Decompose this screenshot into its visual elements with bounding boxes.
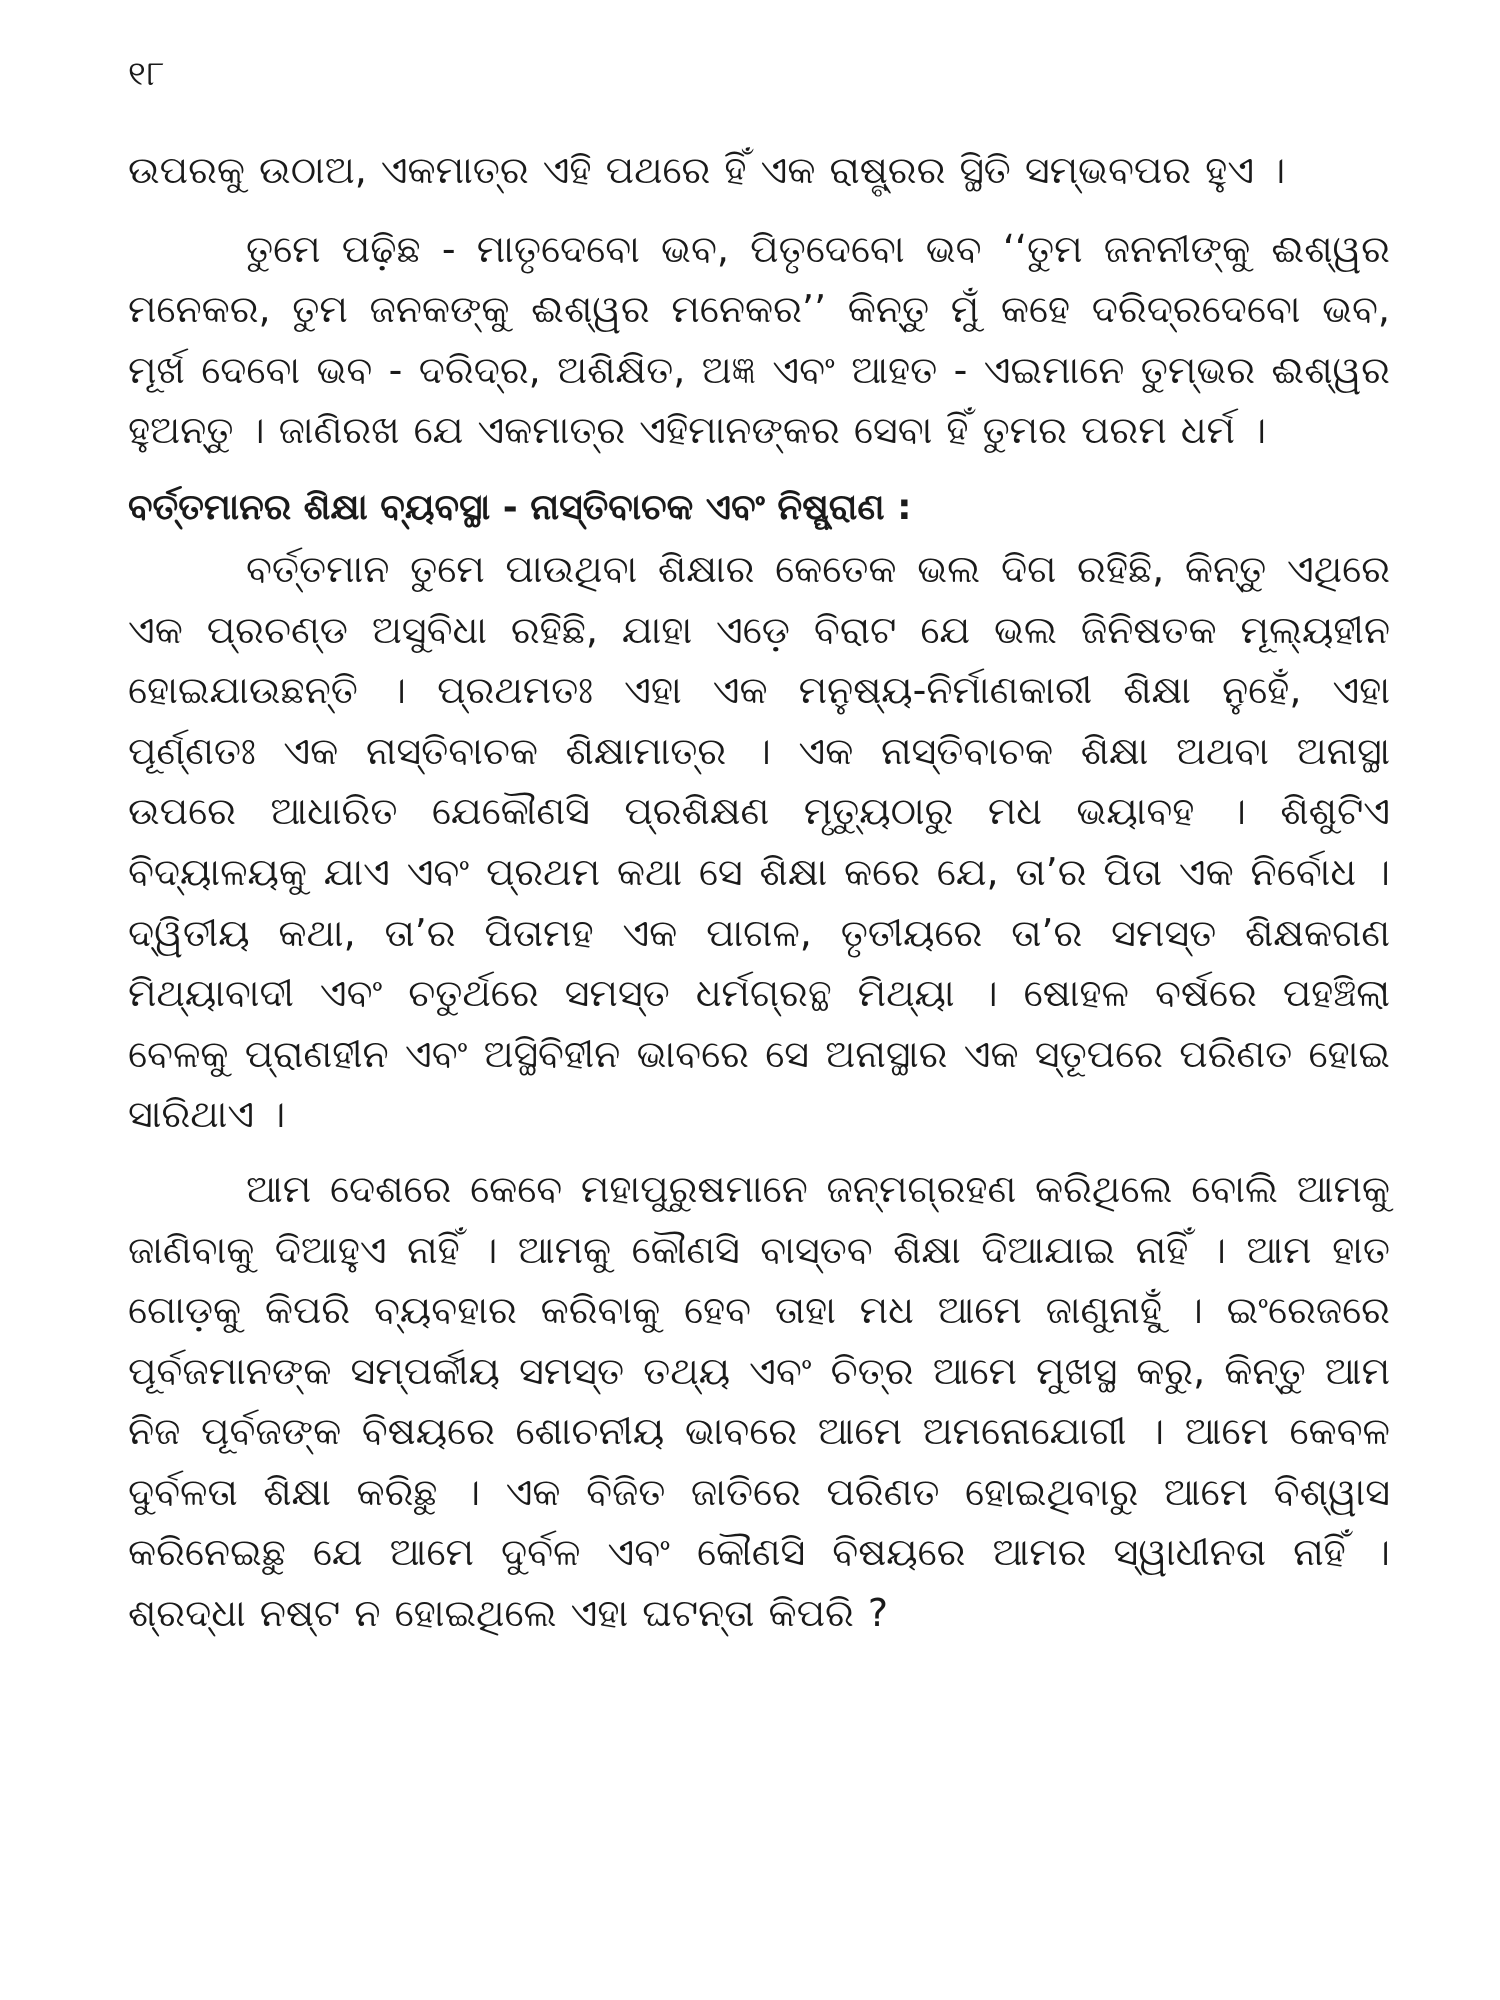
section-heading: ବର୍ତ୍ତମାନର ଶିକ୍ଷା ବ୍ୟବସ୍ଥା - ନାସ୍ତିବାଚକ ଏବଂ ନିଷ୍ପ୍ରାଣ : — [128, 486, 912, 528]
page-number: ୧୮ — [128, 54, 166, 94]
paragraph-matrudevo-bhava: ତୁମେ ପଢ଼ିଛ - ମାତୃଦେବୋ ଭବ, ପିତୃଦେବୋ ଭବ ‘‘ତୁମ ଜନନୀଙ୍କୁ ଈଶ୍ୱର ମନେକର, ତୁମ ଜନକଙ୍କୁ ଈଶ୍ୱର ମନେକର’’ କିନ୍ତୁ ମୁଁ କହେ ଦରିଦ୍ରଦେବୋ ଭବ, ମୂର୍ଖ ଦେବୋ ଭବ - ଦରିଦ୍ର, ଅଶିକ୍ଷିତ, ଅଜ୍ଞ ଏବଂ ଆହତ - ଏଇମାନେ ତୁମ୍ଭର ଈଶ୍ୱର ହୁଅନ୍ତୁ । ଜାଣିରଖ ଯେ ଏକମାତ୍ର ଏହିମାନଙ୍କର ସେବା ହିଁ ତୁମର ପରମ ଧର୍ମ । — [128, 226, 1390, 453]
paragraph-current-education: ବର୍ତ୍ତମାନ ତୁମେ ପାଉଥିବା ଶିକ୍ଷାର କେତେକ ଭଲ ଦିଗ ରହିଛି, କିନ୍ତୁ ଏଥିରେ ଏକ ପ୍ରଚଣ୍ଡ ଅସୁବିଧା ରହିଛି, ଯାହା ଏଡ଼େ ବିରାଟ ଯେ ଭଲ ଜିନିଷତକ ମୂଲ୍ୟହୀନ ହୋଇଯାଉଛନ୍ତି । ପ୍ରଥମତଃ ଏହା ଏକ ମନୁଷ୍ୟ-ନିର୍ମାଣକାରୀ ଶିକ୍ଷା ନୁହେଁ, ଏହା ପୂର୍ଣ୍ଣତଃ ଏକ ନାସ୍ତିବାଚକ ଶିକ୍ଷାମାତ୍ର । ଏକ ନାସ୍ତିବାଚକ ଶିକ୍ଷା ଅଥବା ଅନାସ୍ଥା ଉପରେ ଆଧାରିତ ଯେକୌଣସି ପ୍ରଶିକ୍ଷଣ ମୃତ୍ୟୁଠାରୁ ମଧ ଭୟାବହ । ଶିଶୁଟିଏ ବିଦ୍ୟାଳୟକୁ ଯାଏ ଏବଂ ପ୍ରଥମ କଥା ସେ ଶିକ୍ଷା କରେ ଯେ, ତା’ର ପିତା ଏକ ନିର୍ବୋଧ । ଦ୍ୱିତୀୟ କଥା, ତା’ର ପିତାମହ ଏକ ପାଗଳ, ତୃତୀୟରେ ତା’ର ସମସ୍ତ ଶିକ୍ଷକଗଣ ମିଥ୍ୟାବାଦୀ ଏବଂ ଚତୁର୍ଥରେ ସମସ୍ତ ଧର୍ମଗ୍ରନ୍ଥ ମିଥ୍ୟା । ଷୋହଳ ବର୍ଷରେ ପହଞ୍ଚିଲା ବେଳକୁ ପ୍ରାଣହୀନ ଏବଂ ଅସ୍ଥିବିହୀନ ଭାବରେ ସେ ଅନାସ୍ଥାର ଏକ ସ୍ତୂପରେ ପରିଣତ ହୋଇ ସାରିଥାଏ । — [128, 546, 1390, 1137]
paragraph-great-men: ଆମ ଦେଶରେ କେବେ ମହାପୁରୁଷମାନେ ଜନ୍ମଗ୍ରହଣ କରିଥିଲେ ବୋଲି ଆମକୁ ଜାଣିବାକୁ ଦିଆହୁଏ ନାହିଁ । ଆମକୁ କୌଣସି ବାସ୍ତବ ଶିକ୍ଷା ଦିଆଯାଇ ନାହିଁ । ଆମ ହାତ ଗୋଡ଼କୁ କିପରି ବ୍ୟବହାର କରିବାକୁ ହେବ ତାହା ମଧ ଆମେ ଜାଣୁନାହୁଁ । ଇଂରେଜରେ ପୂର୍ବଜମାନଙ୍କ ସମ୍ପର୍କୀୟ ସମସ୍ତ ତଥ୍ୟ ଏବଂ ଚିତ୍ର ଆମେ ମୁଖସ୍ଥ କରୁ, କିନ୍ତୁ ଆମ ନିଜ ପୂର୍ବଜଙ୍କ ବିଷୟରେ ଶୋଚନୀୟ ଭାବରେ ଆମେ ଅମନୋଯୋଗୀ । ଆମେ କେବଳ ଦୁର୍ବଳତା ଶିକ୍ଷା କରିଛୁ । ଏକ ବିଜିତ ଜାତିରେ ପରିଣତ ହୋଇଥିବାରୁ ଆମେ ବିଶ୍ୱାସ କରିନେଇଛୁ ଯେ ଆମେ ଦୁର୍ବଳ ଏବଂ କୌଣସି ବିଷୟରେ ଆମର ସ୍ୱାଧୀନତା ନାହିଁ । ଶ୍ରଦ୍ଧା ନଷ୍ଟ ନ ହୋଇଥିଲେ ଏହା ଘଟନ୍ତା କିପରି ? — [128, 1166, 1390, 1636]
paragraph-continuation: ଉପରକୁ ଉଠାଅ, ଏକମାତ୍ର ଏହି ପଥରେ ହିଁ ଏକ ରାଷ୍ଟ୍ରର ସ୍ଥିତି ସମ୍ଭବପର ହୁଏ । — [128, 148, 1286, 192]
